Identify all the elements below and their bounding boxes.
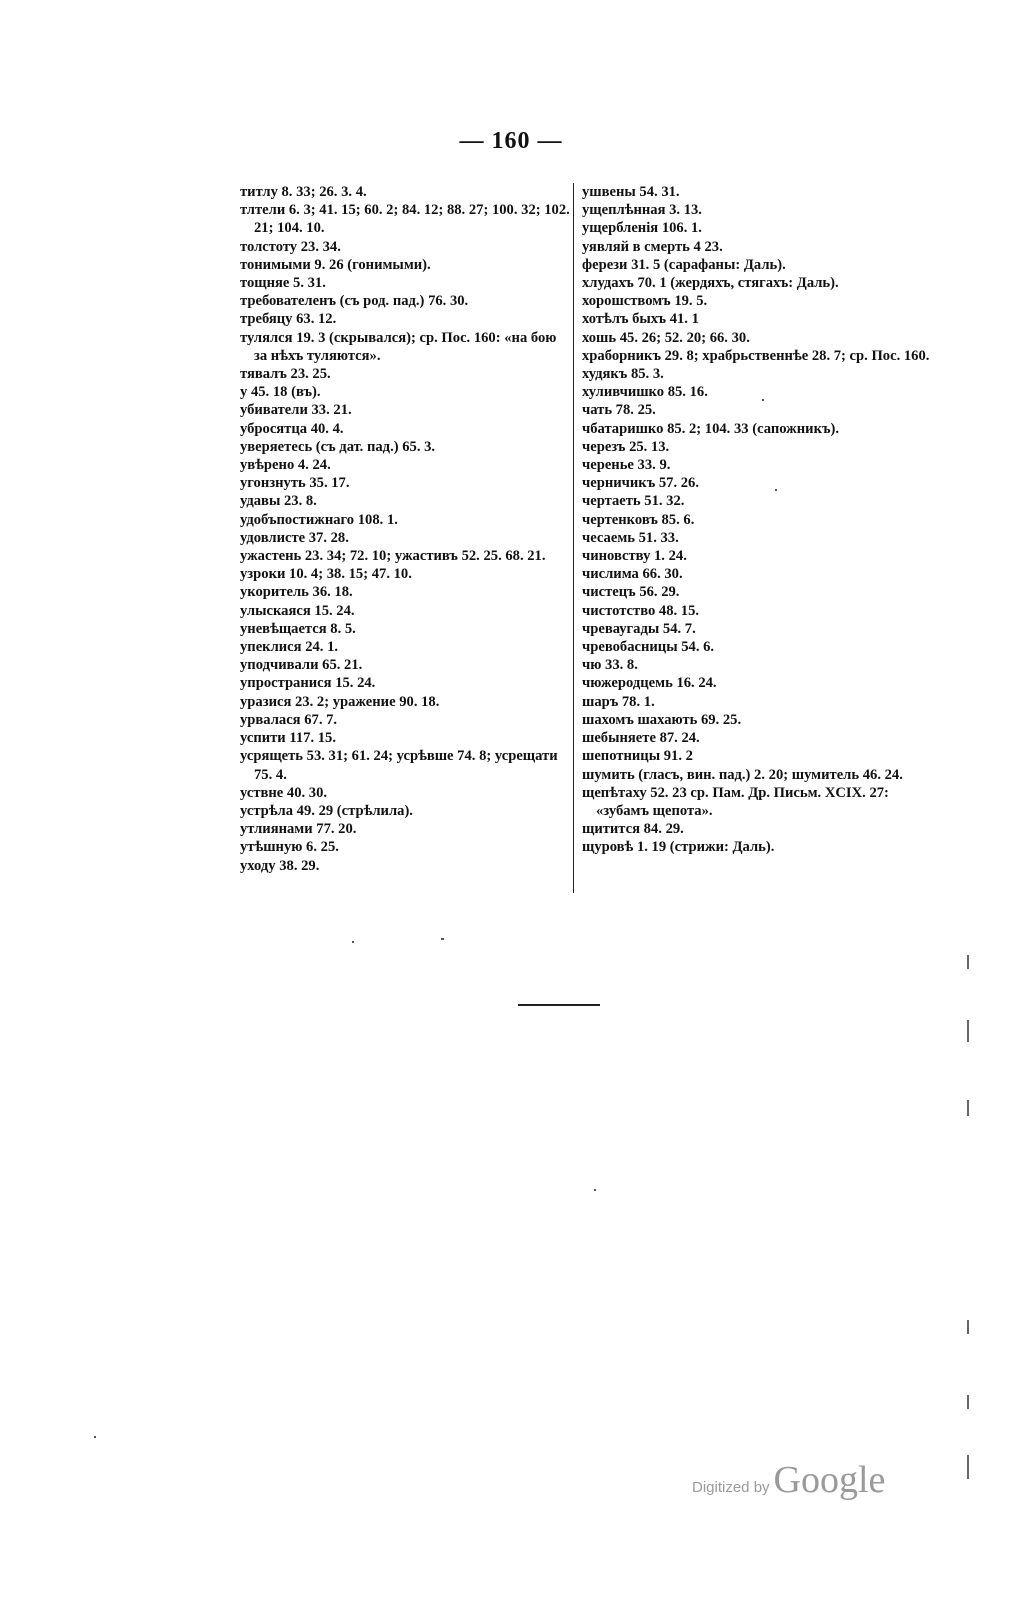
scan-edge-mark (967, 1320, 969, 1334)
index-entry: удовлисте 37. 28. (240, 529, 349, 546)
index-entry: чиновству 1. 24. (582, 548, 687, 565)
column-divider (573, 183, 574, 893)
index-entry: утлиянами 77. 20. (240, 821, 357, 838)
scan-speck (762, 399, 764, 401)
scan-edge-mark (967, 1100, 969, 1116)
index-entry: уявляй в смерть 4 23. (582, 238, 723, 255)
index-entry: чесаемь 51. 33. (582, 529, 679, 546)
index-entry: чертенковъ 85. 6. (582, 511, 695, 528)
index-entry: удавы 23. 8. (240, 493, 317, 510)
index-column-left (240, 183, 570, 875)
index-entry: хотѣлъ быхъ 41. 1 (582, 311, 699, 328)
index-entry: тлтели 6. 3; 41. 15; 60. 2; 84. 12; 88. 27; 100. 32; 102. 21; 104. 10. (240, 202, 570, 237)
index-entry: хлудахъ 70. 1 (жердяхъ, стягахъ: Даль). (582, 275, 839, 292)
index-entry: удобъпостижнаго 108. 1. (240, 511, 398, 528)
index-entry: уподчивали 65. 21. (240, 657, 363, 674)
index-entry: хошь 45. 26; 52. 20; 66. 30. (582, 329, 750, 346)
scan-speck (352, 941, 354, 943)
google-logo: Google (773, 1459, 886, 1501)
index-entry: чистотство 48. 15. (582, 602, 700, 619)
index-entry: уходу 38. 29. (240, 857, 320, 874)
index-entry: упространися 15. 24. (240, 675, 376, 692)
index-entry: уствне 40. 30. (240, 784, 328, 801)
index-entry: черенье 33. 9. (582, 457, 671, 474)
index-entry: щитится 84. 29. (582, 821, 684, 838)
index-entry: урвалася 67. 7. (240, 711, 338, 728)
index-entry: требяцу 63. 12. (240, 311, 337, 328)
index-entry: упеклися 24. 1. (240, 639, 339, 656)
index-entry: черничикъ 57. 26. (582, 475, 699, 492)
index-entry: устрѣла 49. 29 (стрѣлила). (240, 802, 413, 819)
index-entry: ушвены 54. 31. (582, 184, 680, 200)
index-entry: усрящеть 53. 31; 61. 24; усрѣвше 74. 8; усрещати 75. 4. (240, 748, 558, 783)
scan-speck (441, 938, 444, 940)
index-entry: тулялся 19. 3 (скрывался); ср. Пос. 160: «на бою за нѣхъ туляются». (240, 329, 557, 364)
index-entry: хорошствомъ 19. 5. (582, 293, 708, 310)
index-entry: ущербленія 106. 1. (582, 220, 702, 237)
index-entry: увѣрено 4. 24. (240, 457, 331, 474)
watermark-prefix: Digitized by (692, 1479, 770, 1496)
index-entry: титлу 8. 33; 26. 3. 4. (240, 184, 367, 200)
index-entry: убиватели 33. 21. (240, 402, 352, 419)
scan-speck (94, 1436, 96, 1438)
index-entry: хуливчишко 85. 16. (582, 384, 708, 401)
index-entry: шахомъ шахають 69. 25. (582, 711, 742, 728)
index-entry: чю 33. 8. (582, 657, 638, 674)
index-entry: уразися 23. 2; уражение 90. 18. (240, 693, 440, 710)
scan-edge-mark (967, 955, 969, 969)
index-entry: храборникъ 29. 8; храбрьственнѣе 28. 7; ср. Пос. 160. (582, 347, 930, 364)
index-entry: у 45. 18 (въ). (240, 384, 321, 401)
index-entry: шебыняете 87. 24. (582, 730, 700, 747)
index-entry: требователенъ (съ род. пад.) 76. 30. (240, 293, 469, 310)
index-entry: толстоту 23. 34. (240, 238, 341, 255)
index-entry: угонзнуть 35. 17. (240, 475, 350, 492)
scan-speck (775, 489, 777, 491)
index-entry: улыскаяся 15. 24. (240, 602, 355, 619)
index-entry: уневѣщается 8. 5. (240, 620, 356, 637)
index-entry: тонимыми 9. 26 (гонимыми). (240, 256, 431, 273)
index-entry: убросятца 40. 4. (240, 420, 344, 437)
index-entry: ужастень 23. 34; 72. 10; ужастивъ 52. 25. 68. 21. (240, 548, 546, 565)
index-entry: утѣшную 6. 25. (240, 839, 339, 856)
index-entry: шепотницы 91. 2 (582, 748, 693, 765)
end-rule (518, 1004, 600, 1006)
scan-speck (594, 1189, 596, 1191)
index-entry: тощняе 5. 31. (240, 275, 326, 292)
index-entry: худякъ 85. 3. (582, 366, 664, 383)
index-entry: чать 78. 25. (582, 402, 656, 419)
index-entry: успити 117. 15. (240, 730, 336, 747)
index-entry: чбатаришко 85. 2; 104. 33 (сапожникъ). (582, 420, 840, 437)
index-entry: узроки 10. 4; 38. 15; 47. 10. (240, 566, 412, 583)
index-entry: ферези 31. 5 (сарафаны: Даль). (582, 256, 786, 273)
index-entry: чистецъ 56. 29. (582, 584, 680, 601)
index-entry: шумить (гласъ, вин. пад.) 2. 20; шумитель 46. 24. (582, 766, 903, 783)
index-entry: ущеплѣнная 3. 13. (582, 202, 702, 219)
scan-edge-mark (967, 1020, 969, 1042)
page-number: — 160 — (459, 128, 563, 154)
index-entry: числима 66. 30. (582, 566, 683, 583)
index-entry: щуровѣ 1. 19 (стрижи: Даль). (582, 839, 775, 856)
index-entry: уверяетесь (съ дат. пад.) 65. 3. (240, 438, 436, 455)
scan-edge-mark (967, 1395, 969, 1409)
digitized-by-google-watermark (692, 1458, 885, 1502)
index-entry: шаръ 78. 1. (582, 693, 655, 710)
index-entry: тявалъ 23. 25. (240, 366, 331, 383)
index-entry: укоритель 36. 18. (240, 584, 353, 601)
index-entry: щепѣтаху 52. 23 ср. Пам. Др. Письм. XCIX. 27: «зубамъ щепота». (582, 784, 889, 819)
index-entry: чреваугады 54. 7. (582, 620, 696, 637)
scan-edge-mark (967, 1455, 969, 1479)
index-entry: чюжеродцемь 16. 24. (582, 675, 717, 692)
index-entry: черезъ 25. 13. (582, 438, 670, 455)
index-column-right (582, 183, 942, 857)
index-entry: чревобасницы 54. 6. (582, 639, 715, 656)
index-entry: чертаеть 51. 32. (582, 493, 685, 510)
